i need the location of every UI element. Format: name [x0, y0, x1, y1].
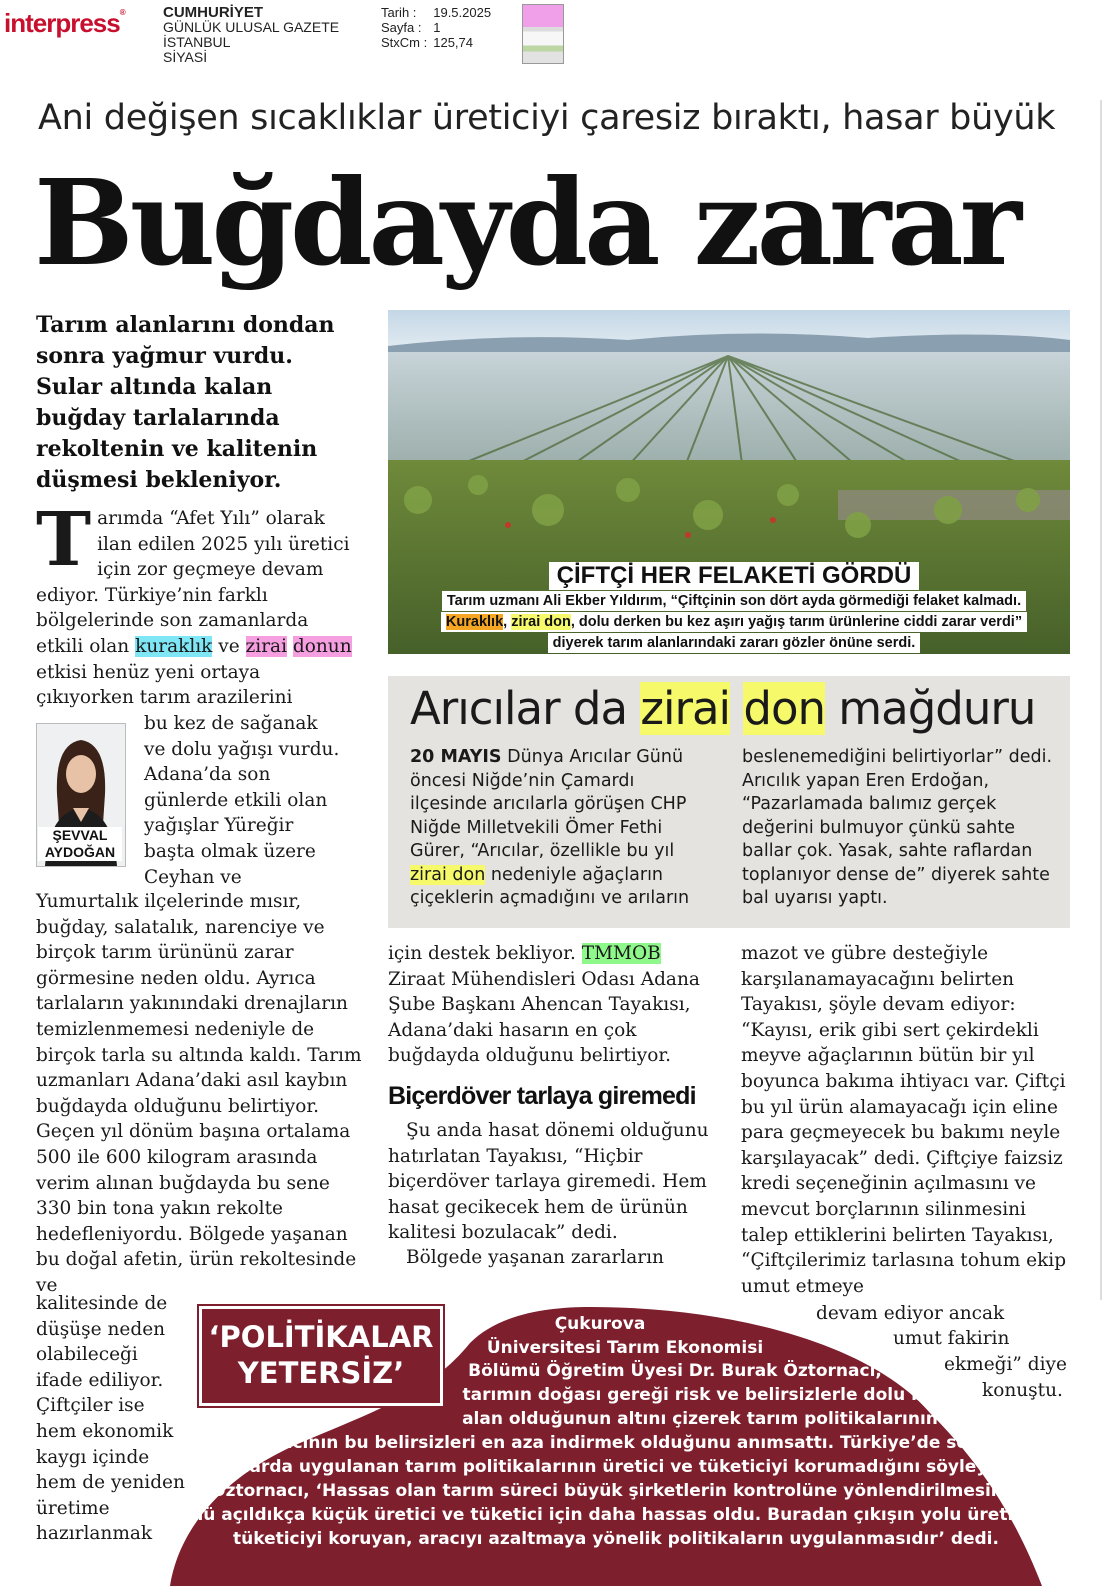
city: İSTANBUL [163, 34, 231, 50]
category: SİYASİ [163, 49, 208, 65]
stxcm-value: 125,74 [433, 35, 473, 50]
box-title: Arıcılar da zirai don mağduru [410, 682, 1036, 735]
column-3: mazot ve gübre desteğiyle karşılanamayacağını belirten Tayakısı, şöyle devam ediyor: “Kayısı, erik gibi sert çekirdekli meyve ağaçlarının bütün bir yıl boyunca bakıma ihtiyacı var. Çiftçi bu yıl ürün alamayacağı için eline para geçmeyecek bu bakımı neyle karşılayacak” dedi. Çiftçiye faizsiz kredi seçeneğinin açılmasını ve mevcut borçlarının silinmesini talep ettiklerini belirten Tayakısı, “Çiftçilerimiz tarlasına tohum ekip umut etmeye [741, 943, 1067, 1297]
column-2-top: için destek bekliyor. TMMOB Ziraat Mühendisleri Odası Adana Şube Başkanı Ahencan Tayakısı, Adana’daki hasarın en çok buğdayda olduğunu belirtiyor. [388, 943, 700, 1067]
column-1-beside-photo: bu kez de sağanak ve dolu yağışı vurdu. Adana’da son günlerde etkili olan yağışlar Yüreğir başta olmak üzere Ceyhan ve [144, 713, 340, 888]
interpress-logo: interpress® [4, 8, 125, 38]
date-label: Tarih : [381, 5, 417, 20]
caption-line-1: Tarım uzmanı Ali Ekber Yıldırım, “Çiftçinin son dört ayda görmediği felaket kalmadı. [442, 591, 1026, 611]
highlight-donun: donun [292, 635, 352, 657]
sidebar-line-9: önü açıldıkça küçük üretici ve tüketici için daha hassas oldu. Buradan çıkışın yolu üreticiyi, [179, 1505, 1053, 1525]
sidebar-line-7: yıllarda uygulanan tarım politikalarının üretici ve tüketiciyi korumadığını söyleyen [220, 1457, 1012, 1477]
column-3-line-3: ekmeği” diye [944, 1354, 1067, 1375]
sidebar-title: ‘POLİTİKALAR YETERSİZ’ [199, 1306, 443, 1406]
paper-name: CUMHURİYET [163, 4, 263, 21]
caption-line-3: diyerek tarım alanlarındaki zararı gözler önüne serdi. [548, 633, 921, 653]
kicker: Ani değişen sıcaklıklar üreticiyi çaresiz bıraktı, hasar büyük [38, 98, 1056, 138]
sidebar-line-3: Bölümü Öğretim Üyesi Dr. Burak Öztornacı, [468, 1361, 882, 1381]
author-name: ŞEVVAL AYDOĞAN [38, 827, 122, 861]
sidebar-line-5: alan olduğunun altını çizerek tarım politikalarının [462, 1409, 938, 1429]
column-3-line-1: devam ediyor ancak [816, 1303, 1005, 1324]
subhead-biçerdöver: Biçerdöver tarlaya giremedi [388, 1082, 696, 1110]
date-value: 19.5.2025 [433, 5, 492, 20]
page-edge-line [1100, 100, 1102, 1300]
caption-line-2: Kuraklık, zirai don, dolu derken bu kez aşırı yağış tarım ürünlerine ciddi zarar verdi” [441, 612, 1027, 632]
clipping-meta [381, 5, 497, 50]
sidebar-line-4: tarımın doğası gereği risk ve belirsizlerle dolu bir [462, 1385, 938, 1405]
column-3-line-2: umut fakirin [893, 1328, 1010, 1349]
highlight-zirai: zirai [245, 635, 288, 657]
column-2-bottom: Bölgede yaşanan zararların [406, 1247, 664, 1268]
caption-title: ÇİFTÇİ HER FELAKETİ GÖRDÜ [549, 562, 920, 590]
page-label: Sayfa : [381, 20, 422, 35]
column-2-middle: Şu anda hasat dönemi olduğunu hatırlatan Tayakısı, “Hiçbir biçerdöver tarlaya giremedi. Hem hasat gecikecek hem de ürünün kalitesi bozulacak” dedi. [388, 1120, 709, 1244]
deck: Tarım alanlarını dondan sonra yağmur vurdu. Sular altında kalan buğday tarlalarında rekoltenin ve kalitenin düşmesi bekleniyor. [36, 312, 335, 493]
column-1-bottom: kalitesinde de düşüşe neden olabileceği ifade ediliyor. Çiftçiler ise hem ekonomik kaygı içinde hem de yeniden üretime hazırlanmak [36, 1293, 185, 1545]
drop-cap: T [36, 497, 92, 583]
paper-type: GÜNLÜK ULUSAL GAZETE [163, 19, 340, 35]
sidebar-line-8: Öztornacı, ‘Hassas olan tarım süreci büyük şirketlerin kontrolüne yönlendirilmesinin [211, 1481, 1021, 1501]
column-1-top: Tarımda “Afet Yılı” olarak ilan edilen 2025 yılı üretici için zor geçmeye devam ediyor. Türkiye’nin farklı bölgelerinde son zamanlarda etkili olan kuraklık ve zirai donun etkisi henüz yeni ortaya çıkıyorken tarım arazilerini [36, 497, 352, 709]
photo-caption [416, 562, 1052, 653]
highlight-kuraklik: kuraklık [135, 635, 213, 657]
publication-info [163, 5, 339, 65]
column-3-line-4: konuştu. [982, 1380, 1063, 1401]
sidebar-line-1: Çukurova [554, 1314, 646, 1334]
box-right-column: beslenemediğini belirtiyorlar” dedi. Arıcılık yapan Eren Erdoğan, “Pazarlamada balımız gerçek değerini bulmuyor çünkü sahte ballar çok. Yasak, sahte raflardan toplanıyor dense de” diyerek sahte bal uyarısı yaptı. [742, 747, 1053, 908]
column-1-middle: Yumurtalık ilçelerinde mısır, buğday, salatalık, narenciye ve birçok tarım ürününü zarar görmesine neden oldu. Ayrıca tarlaların yakınındaki drenajların temizlenmemesi nedeniyle de birçok tarla su altında kaldı. Tarım uzmanları Adana’daki asıl kaybın buğdayda olduğunu belirtiyor. Geçen yıl dönüm başına ortalama 500 ile 600 kilogram arasında verim alınan buğdayda bu sene 330 bin tona yakın rekolte hedefleniyordu. Bölgede yaşanan bu doğal afetin, ürün rekoltesinde ve [36, 891, 362, 1296]
sidebar-line-2: Üniversitesi Tarım Ekonomisi [486, 1338, 764, 1358]
sidebar-line-10: tüketiciyi koruyan, aracıyı azaltmaya yönelik politikaların uygulanmasıdır’ dedi. [233, 1529, 999, 1549]
stxcm-label: StxCm : [381, 35, 428, 50]
page-value: 1 [433, 20, 441, 35]
headline: Buğdayda zarar [34, 153, 1018, 292]
box-left-column: 20 MAYIS Dünya Arıcılar Günü öncesi Niğde’nin Çamardı ilçesinde arıcılarla görüşen CHP Niğde Milletvekili Ömer Fethi Gürer, “Arıcılar, özellikle bu yıl zirai don nedeniyle ağaçların çiçeklerin açmadığını ve arıların [410, 747, 690, 908]
page-thumbnail[interactable] [522, 4, 564, 64]
sidebar-line-6: amacının bu belirsizleri en aza indirmek olduğunu anımsattı. Türkiye’de son [251, 1433, 981, 1453]
